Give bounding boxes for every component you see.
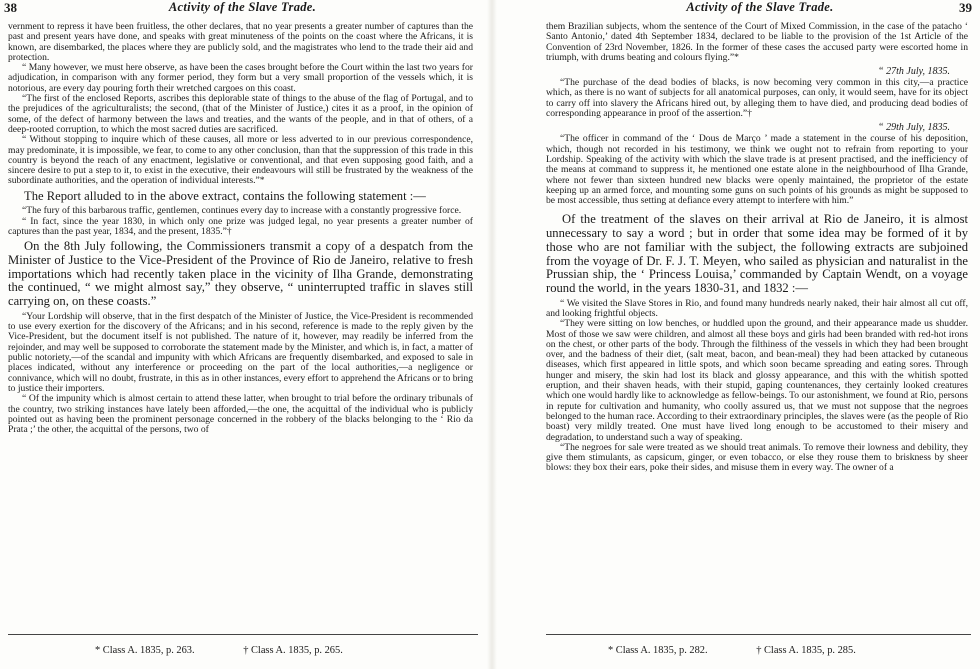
running-title: Activity of the Slave Trade. [686, 0, 834, 14]
paragraph: “ Many however, we must here observe, as have been the cases brought before the Court within the last two years for adjudication, in comparison with any former period, they form but a very small proportion of the vessels which, it is notorious, are every day pouring forth their wretched cargoes on this coast. [8, 62, 473, 94]
right-page-header [500, 0, 980, 20]
paragraph: vernment to repress it have been fruitless, the other declares, that no year presents a greater number of captures than the past and present years have done, and speaks with great minuteness of the points on the coast where the Africans, it is known, are disembarked, the places where they are publicly sold, and the magistrates who lend to the trade their aid and protection. [8, 21, 473, 63]
footnote-rule [546, 634, 971, 635]
paragraph: “ We visited the Slave Stores in Rio, and found many hundreds nearly naked, their hair almost all cut off, and looking frightful objects. [546, 297, 968, 319]
paragraph: “Your Lordship will observe, that in the first despatch of the Minister of Justice, the Vice-President is recommended to use every exertion for the discovery of the Africans; and in his second, reference is made to the reply given by the Vice-President, but the document itself is not published. The nature of it, however, may readily be inferred from the rejoinder, and may well be supposed to corroborate the statement made by the Minister, and which is, in fact, a matter of public notoriety,—of the scandal and impunity with which Africans are frequently disembarked, and exposed to sale in places indicated, without any interference or proceeding on the part of the local authorities,—a negligence or connivance, which will no doubt, frustrate, in this as in other instances, every effort to apprehend the Africans or to bring to justice their importers. [8, 310, 473, 394]
paragraph: “The purchase of the dead bodies of blacks, is now becoming very common in this city,—a practice which, as there is no want of subjects for all anatomical purposes, can only, it would seem, have for its object to carry off into slavery the Africans hired out, by alleging them to have died, and producing dead bodies of corresponding appearance in proof of the assertion.”† [546, 77, 968, 120]
footnote: † Class A. 1835, p. 265. [243, 645, 343, 656]
left-page-body [0, 22, 485, 435]
footnote: † Class A. 1835, p. 285. [756, 645, 856, 656]
paragraph: “ In fact, since the year 1830, in which only one prize was judged legal, no year presents a greater number of captures than the past year, 1834, and the present, 1835.”† [8, 215, 473, 238]
page-number: 38 [4, 0, 17, 15]
book-gutter [487, 0, 497, 669]
paragraph: “The officer in command of the ‘ Dous de Março ’ made a statement in the course of his deposition, which, though not recorded in his testimony, we think we ought not to refrain from reporting to your Lordship. Speaking of the activity with which the slave trade is at present practised, and the inefficiency of the means at command to suppress it, he mentioned one estate alone in the neighbourhood of Ilha Grande, where not fewer than sixteen hundred new blacks were openly maintained, the proprietor of the estate keeping up an armed force, and mounting some guns on such points of his grounds as might be supposed to be most accessible, thus setting at defiance every attempt to interfere with him.” [546, 133, 968, 207]
dateline: “ 27th July, 1835. [878, 66, 950, 78]
dateline: “ 29th July, 1835. [878, 122, 950, 134]
footnotes [95, 645, 435, 656]
paragraph: “ Without stopping to inquire which of these causes, all more or less adverted to in our previous correspondence, may predominate, it is impossible, we fear, to come to any other conclusion, than that the suppression of this trade in this country is beyond the reach of any enactment, legislative or conventional, and that even supposing good faith, and a sincere desire to put a step to it, to exist in the executive, their endeavours will still be frustrated by the weakness of the subordinate authorities, and the operation of individual interests.”* [8, 134, 473, 187]
right-page-body [500, 22, 980, 474]
paragraph: “ Of the impunity which is almost certain to attend these latter, when brought to trial before the ordinary tribunals of the country, two striking instances have lately been afforded,—the one, the acquittal of the individual who is publicly pointed out as having been the prominent personage concerned in the robbery of the blacks belonging to the ‘ Rio da Prata ;’ the other, the acquittal of the persons, two of [8, 393, 473, 436]
paragraph: them Brazilian subjects, whom the sentence of the Court of Mixed Commission, in the case of the patacho ‘ Santo Antonio,’ dated 4th September 1834, declared to be liable to the provision of the 1st Article of the Convention of 23rd November, 1826. In the former of these cases the accused party were escorted home in triumph, with drums beating and colours flying.”* [546, 21, 968, 63]
paragraph: “The first of the enclosed Reports, ascribes this deplorable state of things to the abuse of the flag of Portugal, and to the prejudices of the agriculturalists; the second, (that of the Minister of Justice,) cites it as a proof, in the opinion of some, of the defect of harmony between the laws and treaties, and the wants of the people, and in that of others, of a deep-rooted corruption, to which the most sacred duties are sacrificed. [8, 93, 473, 135]
left-page [0, 0, 485, 669]
page-number: 39 [959, 0, 972, 15]
left-page-header [0, 0, 485, 20]
paragraph: “They were sitting on low benches, or huddled upon the ground, and their appearance made us shudder. Most of those we saw were children, and almost all these boys and girls had been branded with red-hot irons on the chest, or other parts of the body. Through the filthiness of the vessels in which they had been brought over, and the badness of their diet, (salt meat, bacon, and bean-meal) they had been attacked by cutaneous diseases, which first appeared in little spots, and which soon became spreading and eating sores. Through hunger and misery, the skin had lost its black and glossy appearance, and this with the whitish spotted eruption, and their shaven heads, with their stupid, gaping countenances, they certainly looked creatures which one would hardly like to acknowledge as fellow-beings. To our astonishment, we found at Rio, persons in repute for cultivation and humanity, who coolly assured us, that we must not suppose that the negroes belonged to the human race. According to their extraordinary principles, the slaves were (as the people of Rio boast) very mildly treated. One must have lived long enough to be accustomed to their misery and degradation, to understand such a way of speaking. [546, 318, 968, 443]
footnote: * Class A. 1835, p. 282. [608, 645, 708, 656]
paragraph: The Report alluded to in the above extract, contains the following statement :— [24, 188, 426, 203]
paragraph: “The fury of this barbarous traffic, gentlemen, continues every day to increase with a constantly progressive force. [22, 205, 462, 217]
running-title: Activity of the Slave Trade. [168, 0, 317, 14]
paragraph: Of the treatment of the slaves on their arrival at Rio de Janeiro, it is almost unnecessary to say a word ; but in order that some idea may be formed of it by those who are not familiar with the subject, the following extracts are subjoined from the voyage of Dr. F. J. T. Meyen, who sailed as physician and naturalist in the Prussian ship, the ‘ Princess Louisa,’ commanded by Captain Wendt, on a voyage round the world, in the years 1830-31, and 1832 :— [546, 212, 968, 295]
footnote: * Class A. 1835, p. 263. [95, 645, 195, 656]
footnote-rule [8, 634, 478, 635]
footnotes [608, 645, 938, 656]
paragraph: On the 8th July following, the Commissioners transmit a copy of a despatch from the Minister of Justice to the Vice-President of the Province of Rio de Janeiro, relative to fresh importations which had recently taken place in the vicinity of Ilha Grande, demonstrating the continued, “ we might almost say,” they observe, “ uninterrupted traffic in slaves still carrying on, on these coasts.” [8, 239, 473, 309]
right-page [500, 0, 980, 669]
paragraph: “The negroes for sale were treated as we should treat animals. To remove their lowness and debility, they give them stimulants, as capsicum, ginger, or even tobacco, or else they rouse them to briskness by sheer blows: they box their ears, poke their sides, and misuse them in every way. The owner of a [546, 441, 968, 474]
